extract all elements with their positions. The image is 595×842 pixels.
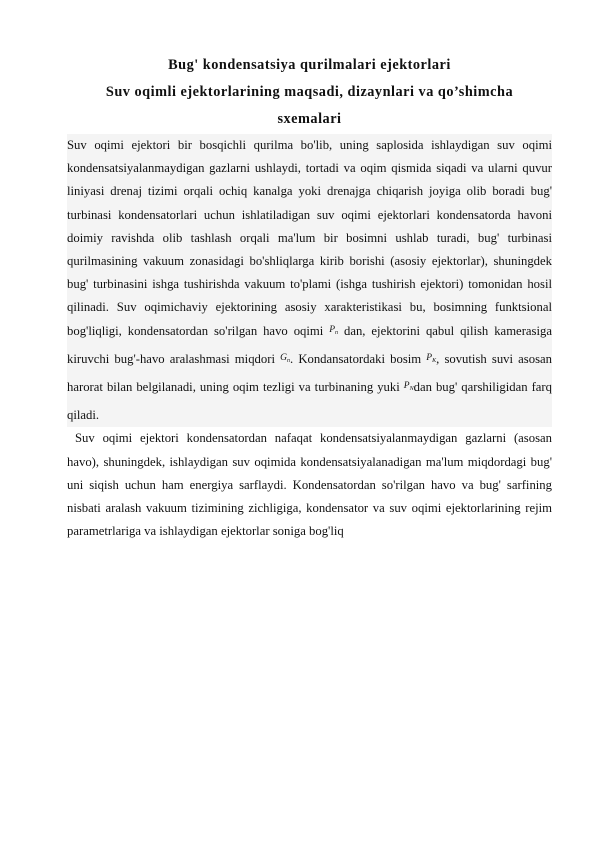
paragraph-2-text: Suv oqimi ejektori kondensatordan nafaqat kondensatsiyalanmaydigan gazlarni (asosan havo), shuningdek, ishlaydigan suv oqimida kondensatsiyalanadigan ma'lum miqdordagi bug' uni siqish uchun ham energiya sarflaydi. Kondensatordan so'rilgan havo va bug' sarfining nisbati aralash vakuum tizimining zichligiga, kondensator va suv oqimi ejektorlarining rejim parametrlariga va ishlaydigan ejektorlar soniga bog'liq xyxy=(67,431,552,539)
paragraph-1-part-5: dan bug' qarshiligidan farq qiladi. xyxy=(67,380,552,423)
document-page xyxy=(67,52,552,543)
title-line-3: sxemalari xyxy=(277,111,342,127)
paragraph-1 xyxy=(67,134,552,427)
paragraph-1-part-3: . Kondansatordaki bosim xyxy=(290,351,422,366)
paragraph-1-part-4: , sovutish suvi asosan harorat bilan belgilanadi, uning oqim tezligi va turbinaning yuki xyxy=(67,351,552,395)
symbol-p-k: PK xyxy=(426,352,437,364)
symbol-p-n: Pn xyxy=(329,324,339,336)
symbol-p-n-load: PN xyxy=(403,381,414,393)
paragraph-1-part-2: dan, ejektorini qabul qilish kamerasiga kiruvchi bug'-havo aralashmasi miqdori xyxy=(67,323,552,366)
document-title xyxy=(67,52,552,133)
title-line-2: Suv oqimli ejektorlarining maqsadi, dizaynlari va qo’shimcha xyxy=(105,84,514,100)
symbol-g-n: Gn xyxy=(280,352,290,364)
title-line-1: Bug' kondensatsiya qurilmalari ejektorlari xyxy=(168,57,451,73)
paragraph-2 xyxy=(67,427,552,543)
paragraph-1-part-1: Suv oqimi ejektori bir bosqichli qurilma bo'lib, uning saplosida ishlaydigan suv oqimi kondensatsiyalanmaydigan gazlarni ushlaydi, tortadi va oqim qismida siqadi va ularni quvur liniyasi drenaj tizimi orqali ochiq kanalga yoki drenajga chiqarish joyiga olib boradi bug' turbinasi kondensatorlari uchun ishlatiladigan suv oqimi ejektorlari kondensatorda havoni doimiy ravishda olib tashlash orqali ma'lum bir bosimni ushlab turadi, bug' turbinasi qurilmasining vakuum zonasidagi bo'shliqlarga kirib borishi (asosiy ejektorlar), shuningdek bug' turbinasini ishga tushirishda vakuum to'plami (ishga tushirish ejektori) tomonidan hosil qilinadi. Suv oqimichaviy ejektorining asosiy xarakteristikasi bu, bosimning funktsional bog'liqligi, kondensatordan so'rilgan havo oqimi xyxy=(67,138,552,338)
